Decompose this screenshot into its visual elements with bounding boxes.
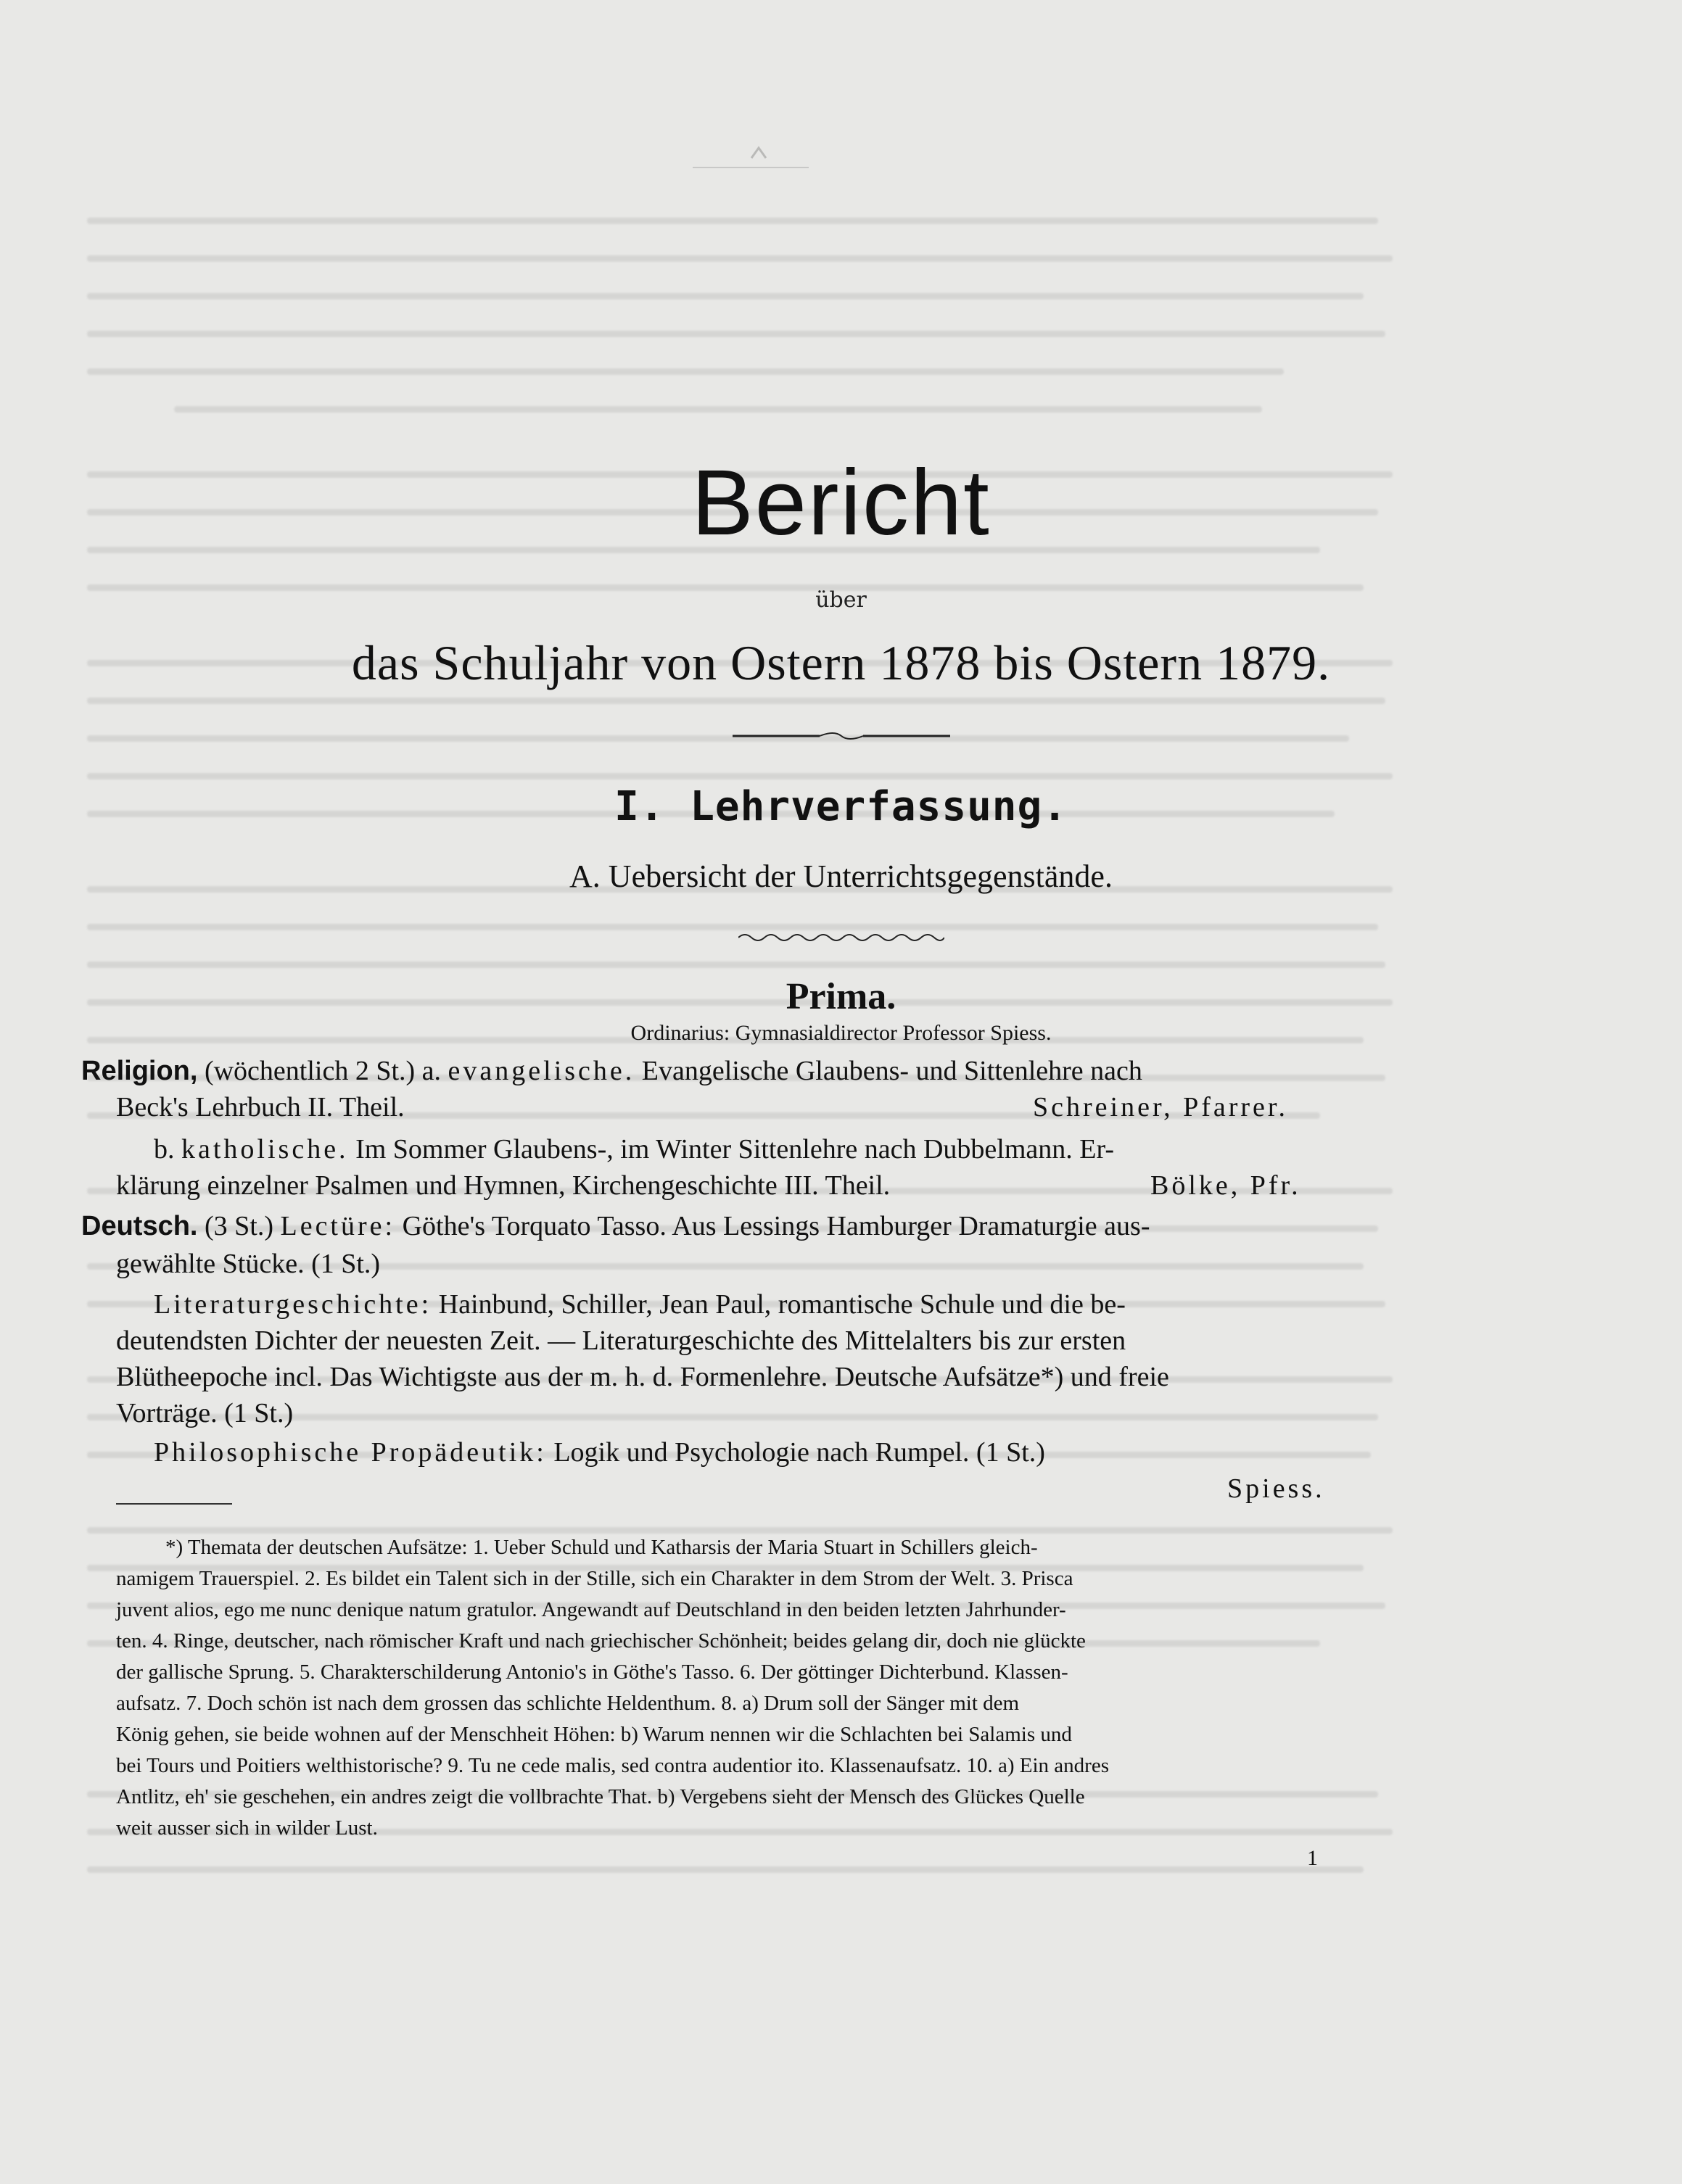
title-preposition: über bbox=[815, 587, 867, 613]
deutsch-line-6: Vorträge. (1 St.) bbox=[116, 1398, 294, 1428]
religion-hours: (wöchentlich 2 St.) a. bbox=[204, 1056, 442, 1086]
deutsch-line-1 bbox=[81, 1212, 1150, 1240]
show-through-mark bbox=[749, 145, 769, 161]
subject-religion: Religion, bbox=[81, 1056, 198, 1086]
philosophy-text: Logik und Psychologie nach Rumpel. (1 St.) bbox=[553, 1437, 1045, 1468]
footnote-line: der gallische Sprung. 5. Charakterschilderung Antonio's in Göthe's Tasso. 6. Der göttinger Dichterbund. Klassen- bbox=[116, 1660, 1068, 1684]
religion-teacher-schreiner: Schreiner, Pfarrer. bbox=[1033, 1092, 1288, 1122]
deutsch-line-7 bbox=[154, 1439, 1045, 1466]
deutsch-line-5: Blütheepoche incl. Das Wichtigste aus der m. h. d. Formenlehre. Deutsche Aufsätze*) und freie bbox=[116, 1362, 1169, 1392]
footnote-line: ten. 4. Ringe, deutscher, nach römischer Kraft und nach griechischer Schönheit; beides gelang dir, doch nie glückte bbox=[116, 1629, 1086, 1653]
footnote-line: bei Tours und Poitiers welthistorische? 9. Tu ne cede malis, sed contra audentior ito. Klassenaufsatz. 10. a) Ein andres bbox=[116, 1754, 1109, 1777]
religion-catholic-text: Im Sommer Glaubens-, im Winter Sittenlehre nach Dubbelmann. Er- bbox=[355, 1134, 1115, 1165]
religion-line-1 bbox=[81, 1057, 1142, 1085]
religion-line-3 bbox=[154, 1136, 1114, 1163]
class-ordinarius: Ordinarius: Gymnasialdirector Professor Spiess. bbox=[630, 1021, 1052, 1045]
footnote-line: weit ausser sich in wilder Lust. bbox=[116, 1816, 378, 1840]
footnote-line: König gehen, sie beide wohnen auf der Menschheit Höhen: b) Warum nennen wir die Schlachten bei Salamis und bbox=[116, 1723, 1072, 1746]
religion-teacher-boelke: Bölke, Pfr. bbox=[1150, 1170, 1301, 1201]
title-ornament-rule bbox=[733, 730, 950, 742]
deutsch-teacher-spiess: Spiess. bbox=[1227, 1473, 1325, 1504]
religion-evangelical-label: evangelische. bbox=[448, 1056, 635, 1086]
deutsch-line-4: deutendsten Dichter der neuesten Zeit. — Literaturgeschichte des Mittelalters bis zur ersten bbox=[116, 1325, 1126, 1356]
religion-evangelical-text: Evangelische Glaubens- und Sittenlehre nach bbox=[641, 1056, 1142, 1086]
subject-deutsch: Deutsch. bbox=[81, 1211, 198, 1241]
section-heading: I. Lehrverfassung. bbox=[614, 783, 1068, 830]
religion-catholic-label: katholische. bbox=[181, 1134, 349, 1165]
report-title: Bericht bbox=[691, 451, 991, 555]
class-title: Prima. bbox=[786, 976, 896, 1017]
religion-line-2: Beck's Lehrbuch II. Theil. bbox=[116, 1092, 405, 1122]
wavy-divider bbox=[738, 930, 944, 945]
footnote-line: Antlitz, eh' sie geschehen, ein andres zeigt die vollbrachte That. b) Vergebens sieht der Mensch des Glückes Quelle bbox=[116, 1785, 1085, 1808]
footnote-line: *) Themata der deutschen Aufsätze: 1. Ueber Schuld und Katharsis der Maria Stuart in Schillers gleich- bbox=[165, 1536, 1038, 1559]
philosophy-label: Philosophische Propädeutik: bbox=[154, 1437, 547, 1468]
school-year-subtitle: das Schuljahr von Ostern 1878 bis Ostern 1879. bbox=[351, 635, 1331, 690]
religion-b-marker: b. bbox=[154, 1134, 175, 1165]
deutsch-hours: (3 St.) bbox=[204, 1211, 273, 1241]
footnote-line: namigem Trauerspiel. 2. Es bildet ein Talent sich in der Stille, sich ein Charakter in dem Strom der Welt. 3. Prisca bbox=[116, 1567, 1073, 1590]
literary-history-text: Hainbund, Schiller, Jean Paul, romantische Schule und die be- bbox=[438, 1289, 1126, 1320]
deutsch-line-3 bbox=[154, 1291, 1126, 1318]
show-through-rule bbox=[693, 167, 809, 168]
footnote-line: juvent alios, ego me nunc denique natum gratulor. Angewandt auf Deutschland in den beiden letzten Jahrhunder- bbox=[116, 1598, 1066, 1621]
religion-line-4: klärung einzelner Psalmen und Hymnen, Kirchengeschichte III. Theil. bbox=[116, 1170, 891, 1201]
literary-history-label: Literaturgeschichte: bbox=[154, 1289, 432, 1320]
deutsch-lecture-label: Lectüre: bbox=[280, 1211, 396, 1241]
deutsch-lecture-text: Göthe's Torquato Tasso. Aus Lessings Hamburger Dramaturgie aus- bbox=[402, 1211, 1150, 1241]
deutsch-line-2: gewählte Stücke. (1 St.) bbox=[116, 1249, 381, 1279]
footnote-line: aufsatz. 7. Doch schön ist nach dem grossen das schlichte Heldenthum. 8. a) Drum soll der Sänger mit dem bbox=[116, 1692, 1020, 1715]
page-number: 1 bbox=[1307, 1846, 1318, 1870]
footnote-rule bbox=[116, 1503, 232, 1505]
section-subheading: A. Uebersicht der Unterrichtsgegenstände. bbox=[569, 859, 1113, 894]
